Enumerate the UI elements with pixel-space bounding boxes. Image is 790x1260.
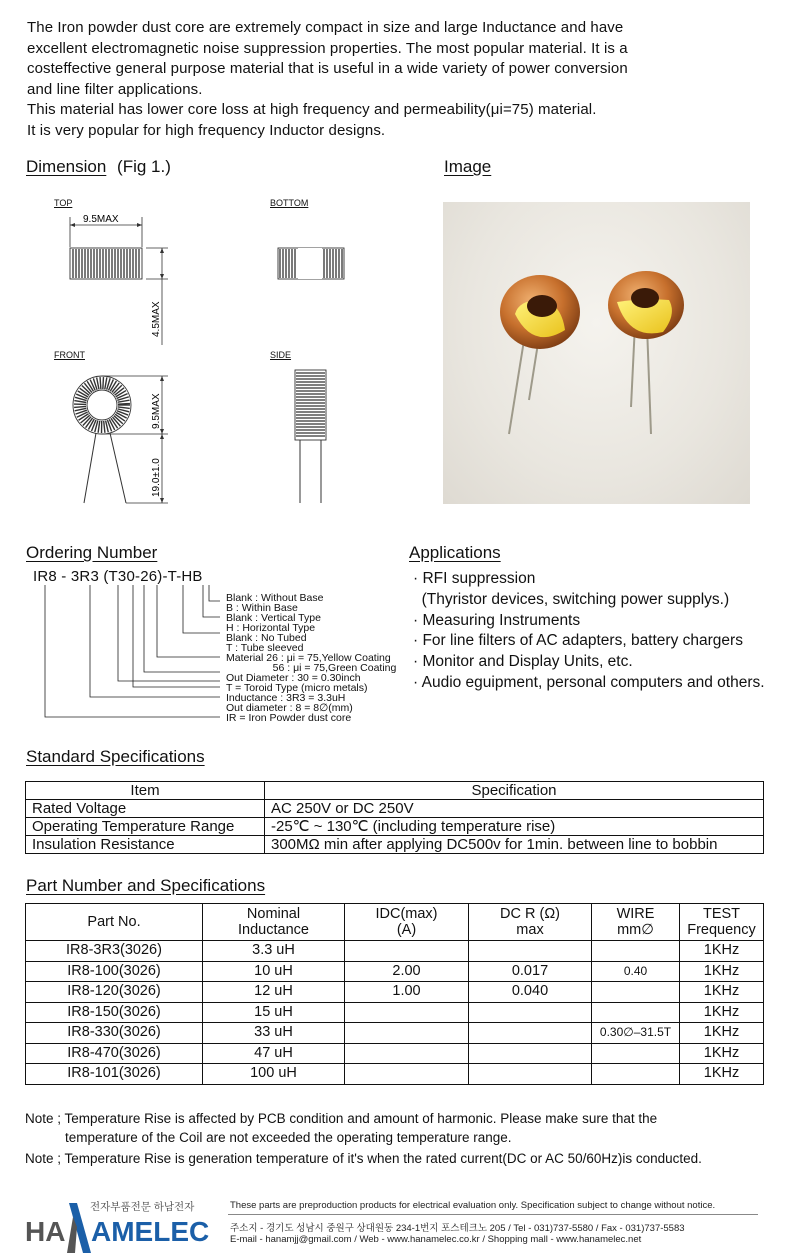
idc-cell xyxy=(345,1064,469,1085)
idc-cell: 2.00 xyxy=(345,961,469,982)
legend-line: Out Diameter : 30 = 0.30inch xyxy=(226,673,426,683)
lead-length-dim: 19.0±1.0 xyxy=(151,458,162,497)
application-item: (Thyristor devices, switching power supplys.) xyxy=(413,590,765,611)
intro-line: The Iron powder dust core are extremely compact in size and large Inductance and have xyxy=(27,18,787,39)
frequency-cell: 1KHz xyxy=(680,1002,764,1023)
side-view-label: SIDE xyxy=(270,350,291,360)
ordering-code: IR8 - 3R3 (T30-26)-T-HB xyxy=(33,568,203,585)
table-header-row xyxy=(26,904,764,941)
left-inductor xyxy=(500,275,580,434)
dcr-cell xyxy=(469,1064,592,1085)
wire-cell xyxy=(592,1064,680,1085)
dcr-cell xyxy=(469,1023,592,1044)
legend-line: Blank : No Tubed xyxy=(226,633,426,643)
note-label: Note ; xyxy=(25,1151,61,1166)
dimension-heading xyxy=(26,157,171,177)
legend-line: T : Tube sleeved xyxy=(226,643,426,653)
idc-cell xyxy=(345,1043,469,1064)
note-2 xyxy=(25,1149,790,1168)
standard-specs-table xyxy=(25,781,764,854)
header-idc: IDC(max) (A) xyxy=(345,904,469,941)
legend-line: T = Toroid Type (micro metals) xyxy=(226,683,426,693)
inductance-cell: 3.3 uH xyxy=(203,941,345,962)
ordering-callout-lines xyxy=(30,585,230,725)
dimension-drawing xyxy=(40,205,360,515)
dcr-cell xyxy=(469,1002,592,1023)
bottom-view-coil xyxy=(278,248,344,279)
bottom-view-label: BOTTOM xyxy=(270,198,308,208)
side-view-coil xyxy=(295,370,326,503)
wire-cell: 0.30∅–31.5T xyxy=(592,1023,680,1044)
table-row xyxy=(26,1023,764,1044)
frequency-cell: 1KHz xyxy=(680,961,764,982)
frequency-cell: 1KHz xyxy=(680,1043,764,1064)
front-view-toroid xyxy=(73,376,168,503)
application-item: · RFI suppression xyxy=(413,569,765,590)
legend-line: B : Within Base xyxy=(226,603,426,613)
dcr-cell xyxy=(469,1043,592,1064)
idc-cell xyxy=(345,1002,469,1023)
header-wire: WIRE mm∅ xyxy=(592,904,680,941)
wire-cell xyxy=(592,1002,680,1023)
inductance-cell: 10 uH xyxy=(203,961,345,982)
part-no-cell: IR8-3R3(3026) xyxy=(26,941,203,962)
dcr-cell xyxy=(469,941,592,962)
part-no-cell: IR8-150(3026) xyxy=(26,1002,203,1023)
applications-list xyxy=(413,569,765,694)
ordering-title: Ordering Number xyxy=(26,543,157,563)
frequency-cell: 1KHz xyxy=(680,1064,764,1085)
inductance-cell: 100 uH xyxy=(203,1064,345,1085)
table-row xyxy=(26,961,764,982)
intro-line: It is very popular for high frequency Inductor designs. xyxy=(27,121,787,142)
frequency-cell: 1KHz xyxy=(680,1023,764,1044)
intro-line: This material has lower core loss at high frequency and permeability(μi=75) material. xyxy=(27,100,787,121)
header-spec: Specification xyxy=(265,782,764,800)
table-row xyxy=(26,982,764,1003)
frequency-cell: 1KHz xyxy=(680,982,764,1003)
frequency-cell: 1KHz xyxy=(680,941,764,962)
inductance-cell: 33 uH xyxy=(203,1023,345,1044)
part-no-cell: IR8-100(3026) xyxy=(26,961,203,982)
table-row xyxy=(26,1043,764,1064)
spec-value: -25℃ ~ 130℃ (including temperature rise) xyxy=(265,818,764,836)
spec-value: 300MΩ min after applying DC500v for 1min. between line to bobbin xyxy=(265,836,764,854)
legend-line: Out diameter : 8 = 8∅(mm) xyxy=(226,703,426,713)
header-part-no: Part No. xyxy=(26,904,203,941)
application-item: · Measuring Instruments xyxy=(413,611,765,632)
table-row xyxy=(26,818,764,836)
legend-line: Material 26 : μi = 75,Yellow Coating xyxy=(226,653,426,663)
note-text: Temperature Rise is generation temperature of it's when the rated current(DC or AC 50/60Hz)is conducted. xyxy=(65,1151,702,1166)
header-dcr: DC R (Ω) max xyxy=(469,904,592,941)
top-width-dim: 9.5MAX xyxy=(83,214,119,225)
image-title: Image xyxy=(444,157,491,177)
top-height-dim: 4.5MAX xyxy=(151,301,162,337)
right-inductor xyxy=(608,271,684,434)
footer-address: 주소지 - 경기도 성남시 중원구 상대원동 234-1번지 포스테크노 205 / Tel - 031)737-5580 / Fax - 031)737-5583 xyxy=(230,1220,685,1234)
table-header-row xyxy=(26,782,764,800)
idc-cell: 1.00 xyxy=(345,982,469,1003)
table-row xyxy=(26,1064,764,1085)
spec-item: Rated Voltage xyxy=(26,800,265,818)
note-1 xyxy=(25,1109,785,1147)
ordering-legend xyxy=(226,593,426,723)
legend-line: Inductance : 3R3 = 3.3uH xyxy=(226,693,426,703)
header-item: Item xyxy=(26,782,265,800)
front-diameter-dim: 9.5MAX xyxy=(151,393,162,429)
footer-korean-tag: 전자부품전문 하남전자 xyxy=(90,1199,194,1214)
application-item: · For line filters of AC adapters, battery chargers xyxy=(413,631,765,652)
applications-title: Applications xyxy=(409,543,501,563)
note-text-cont: temperature of the Coil are not exceeded the operating temperature range. xyxy=(25,1128,785,1147)
dimension-fig-label: (Fig 1.) xyxy=(117,157,171,176)
brand-left-text: HA xyxy=(25,1216,65,1247)
part-no-cell: IR8-330(3026) xyxy=(26,1023,203,1044)
note-text: Temperature Rise is affected by PCB condition and amount of harmonic. Please make sure that the xyxy=(65,1111,658,1126)
intro-line: costeffective general purpose material that is useful in a wide variety of power conversion xyxy=(27,59,787,80)
legend-line: H : Horizontal Type xyxy=(226,623,426,633)
inductance-cell: 15 uH xyxy=(203,1002,345,1023)
front-view-label: FRONT xyxy=(54,350,85,360)
part-no-cell: IR8-120(3026) xyxy=(26,982,203,1003)
intro-text xyxy=(27,18,787,141)
wire-cell xyxy=(592,1043,680,1064)
header-inductance: Nominal Inductance xyxy=(203,904,345,941)
idc-cell xyxy=(345,1023,469,1044)
header-test-frequency: TEST Frequency xyxy=(680,904,764,941)
part-specs-title: Part Number and Specifications xyxy=(26,876,265,896)
wire-cell xyxy=(592,941,680,962)
application-item: · Monitor and Display Units, etc. xyxy=(413,652,765,673)
top-view-coil xyxy=(70,214,168,345)
table-row xyxy=(26,1002,764,1023)
legend-line: Blank : Without Base xyxy=(226,593,426,603)
footer-disclaimer: These parts are preproduction products for electrical evaluation only. Specification subject to change without notice. xyxy=(230,1200,715,1211)
dcr-cell: 0.017 xyxy=(469,961,592,982)
product-photo xyxy=(443,202,750,504)
wire-cell: 0.40 xyxy=(592,961,680,982)
spec-item: Operating Temperature Range xyxy=(26,818,265,836)
part-no-cell: IR8-470(3026) xyxy=(26,1043,203,1064)
table-row xyxy=(26,941,764,962)
toroid-inductor-image xyxy=(443,202,750,504)
inductance-cell: 12 uH xyxy=(203,982,345,1003)
legend-line: IR = Iron Powder dust core xyxy=(226,713,426,723)
dcr-cell: 0.040 xyxy=(469,982,592,1003)
note-label: Note ; xyxy=(25,1111,61,1126)
dimension-title: Dimension xyxy=(26,157,106,176)
spec-value: AC 250V or DC 250V xyxy=(265,800,764,818)
top-view-label: TOP xyxy=(54,198,72,208)
footer-divider xyxy=(228,1214,758,1215)
spec-item: Insulation Resistance xyxy=(26,836,265,854)
table-row xyxy=(26,836,764,854)
application-item: · Audio eguipment, personal computers and others. xyxy=(413,673,765,694)
standard-specs-title: Standard Specifications xyxy=(26,747,205,767)
part-no-cell: IR8-101(3026) xyxy=(26,1064,203,1085)
intro-line: and line filter applications. xyxy=(27,80,787,101)
intro-line: excellent electromagnetic noise suppression properties. The most popular material. It is a xyxy=(27,39,787,60)
footer-contact: E-mail - hanamjj@gmail.com / Web - www.hanamelec.co.kr / Shopping mall - www.hanamelec.net xyxy=(230,1234,641,1245)
brand-right-text: AMELEC xyxy=(91,1216,209,1247)
inductance-cell: 47 uH xyxy=(203,1043,345,1064)
idc-cell xyxy=(345,941,469,962)
wire-cell xyxy=(592,982,680,1003)
legend-line: Blank : Vertical Type xyxy=(226,613,426,623)
table-row xyxy=(26,800,764,818)
part-specs-table xyxy=(25,903,764,1085)
legend-line: 56 : μi = 75,Green Coating xyxy=(226,663,426,673)
